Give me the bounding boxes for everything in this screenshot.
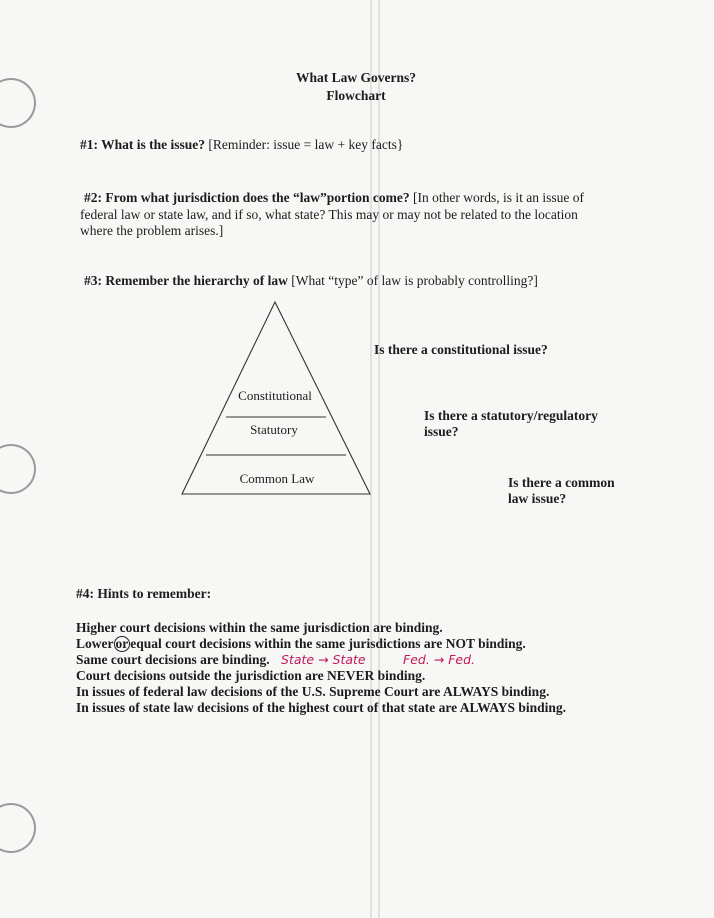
step-3-note: [What “type” of law is probably controlling?] (291, 273, 538, 288)
hint-line: In issues of state law decisions of the highest court of that state are ALWAYS binding. (76, 700, 567, 715)
hint-text: equal court decisions within the same jurisdictions are NOT binding. (130, 636, 526, 651)
hint-line (76, 652, 475, 668)
step-2-note-line3: where the problem arises.] (80, 223, 224, 238)
binder-hole-icon (0, 803, 36, 853)
hint-line: Court decisions outside the jurisdiction are NEVER binding. (76, 668, 426, 683)
step-4-label: #4: Hints to remember: (76, 586, 212, 601)
hint-line: Higher court decisions within the same jurisdiction are binding. (76, 620, 443, 635)
hint-line (76, 636, 526, 652)
step-2-label: #2: From what jurisdiction does the “law”portion come? (84, 190, 410, 205)
step-1-note: [Reminder: issue = law + key facts} (208, 137, 404, 152)
binder-hole-icon (0, 78, 36, 128)
question-common-law-line2: law issue? (508, 491, 567, 506)
step-1 (80, 137, 403, 153)
hint-line: In issues of federal law decisions of the U.S. Supreme Court are ALWAYS binding. (76, 684, 550, 699)
pyramid-level-constitutional: Constitutional (238, 388, 312, 403)
step-2 (84, 190, 584, 206)
binder-hole-icon (0, 444, 36, 494)
step-2-note-line2: federal law or state law, and if so, what state? This may or may not be related to the location (80, 207, 578, 222)
hint-text: Lower (76, 636, 114, 651)
pyramid-level-statutory: Statutory (250, 422, 298, 437)
question-statutory-line2: issue? (424, 424, 459, 439)
step-3-label: #3: Remember the hierarchy of law (84, 273, 288, 288)
handwritten-note: State → State (281, 652, 366, 667)
page-subtitle: Flowchart (326, 88, 386, 103)
step-2-note-line1: [In other words, is it an issue of (412, 190, 584, 205)
pyramid-level-common-law: Common Law (239, 471, 315, 486)
page-title: What Law Governs? (295, 70, 416, 85)
step-1-label: #1: What is the issue? (80, 137, 206, 152)
hint-text: Same court decisions are binding. (76, 652, 270, 667)
step-3 (84, 273, 538, 289)
question-statutory-line1: Is there a statutory/regulatory (424, 408, 598, 423)
question-common-law-line1: Is there a common (508, 475, 615, 490)
question-constitutional: Is there a constitutional issue? (374, 342, 548, 357)
circled-word: or (115, 636, 129, 651)
handwritten-note: Fed. → Fed. (403, 652, 475, 667)
law-hierarchy-pyramid (178, 298, 374, 498)
